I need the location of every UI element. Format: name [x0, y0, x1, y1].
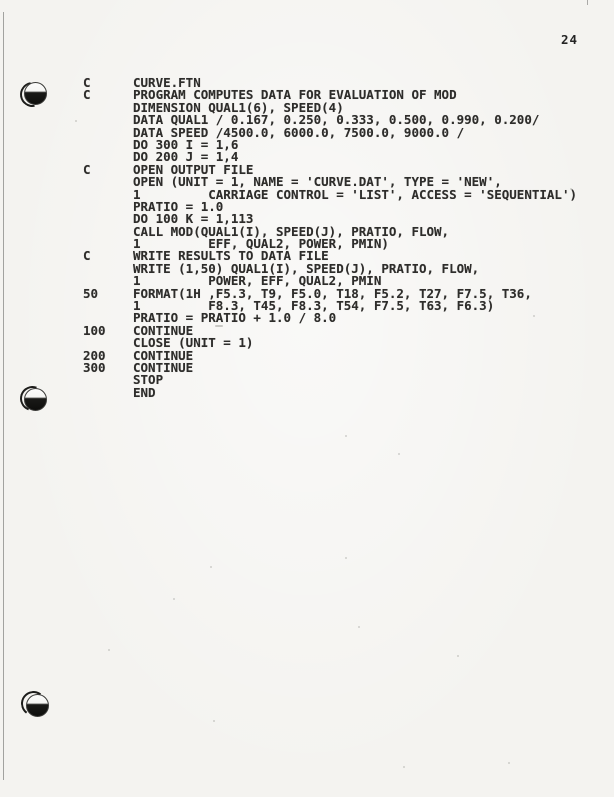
hole-punch-shadow — [24, 388, 47, 411]
scan-speck — [215, 325, 223, 327]
statement-text: STOP — [133, 372, 164, 388]
statement-text: CURVE.FTN — [133, 75, 201, 90]
scan-speck — [398, 453, 400, 455]
statement-text: PROGRAM COMPUTES DATA FOR EVALUATION OF MOD — [133, 87, 457, 103]
statement-text: CLOSE (UNIT = 1) — [133, 335, 254, 351]
statement-label: 100 — [83, 322, 106, 338]
scan-speck — [210, 566, 212, 568]
statement-text: DATA QUAL1 / 0.167, 0.250, 0.333, 0.500, 0.990, 0.200/ — [133, 112, 540, 128]
hole-punch-icon — [21, 386, 48, 413]
statement-text: PRATIO = 1.0 — [133, 198, 224, 214]
scan-speck — [75, 120, 77, 122]
statement-text: OPEN OUTPUT FILE — [133, 161, 254, 177]
scan-speck — [108, 649, 110, 651]
page-edge-line — [3, 12, 4, 780]
statement-text: DO 300 I = 1,6 — [133, 136, 239, 152]
code-listing — [83, 77, 577, 399]
statement-text: DATA SPEED /4500.0, 6000.0, 7500.0, 9000.0 / — [133, 124, 465, 140]
statement-label: 50 — [83, 285, 99, 301]
scan-speck — [533, 315, 535, 317]
statement-text: CALL MOD(QUAL1(I), SPEED(J), PRATIO, FLOW, — [133, 223, 450, 239]
statement-label: C — [83, 248, 91, 264]
hole-punch-shadow — [24, 82, 47, 105]
hole-punch-icon — [23, 692, 50, 719]
statement-text: WRITE RESULTS TO DATA FILE — [133, 248, 329, 264]
code-line — [83, 374, 577, 386]
code-line — [83, 384, 577, 400]
statement-text: DO 100 K = 1,113 — [133, 211, 254, 227]
statement-text: 1 POWER, EFF, QUAL2, PMIN — [133, 273, 382, 289]
hole-punch-icon — [21, 80, 48, 107]
statement-text: CONTINUE — [133, 359, 194, 375]
scan-speck — [403, 766, 405, 768]
statement-text: DIMENSION QUAL1(6), SPEED(4) — [133, 99, 344, 115]
statement-text: OPEN (UNIT = 1, NAME = 'CURVE.DAT', TYPE = 'NEW', — [133, 174, 502, 190]
scan-speck — [508, 762, 510, 764]
statement-text: DO 200 J = 1,4 — [133, 149, 239, 165]
statement-text: 1 F8.3, T45, F8.3, T54, F7.5, T63, F6.3) — [133, 298, 495, 314]
statement-text: CONTINUE — [133, 322, 194, 338]
statement-text: 1 CARRIAGE CONTROL = 'LIST', ACCESS = 'SEQUENTIAL') — [133, 186, 578, 202]
statement-text: 1 EFF, QUAL2, POWER, PMIN) — [133, 236, 389, 252]
scan-speck — [345, 435, 347, 437]
statement-text: CONTINUE — [133, 347, 194, 363]
page-number: 24 — [561, 32, 579, 47]
statement-label: C — [83, 161, 91, 177]
scan-speck — [213, 720, 215, 722]
scan-speck — [345, 557, 347, 559]
statement-label: C — [83, 75, 91, 90]
statement-text: END — [133, 384, 156, 400]
statement-label: C — [83, 87, 91, 103]
scan-speck — [173, 598, 175, 600]
hole-punch-shadow — [26, 694, 49, 717]
statement-text: FORMAT(1H ,F5.3, T9, F5.0, T18, F5.2, T27, F7.5, T36, — [133, 285, 532, 301]
scan-artifact-line — [587, 0, 588, 5]
statement-text: PRATIO = PRATIO + 1.0 / 8.0 — [133, 310, 337, 326]
scan-speck — [358, 626, 360, 628]
scan-speck — [570, 188, 572, 190]
statement-text: WRITE (1,50) QUAL1(I), SPEED(J), PRATIO, FLOW, — [133, 260, 480, 276]
statement-label: 200 — [83, 347, 106, 363]
statement-label: 300 — [83, 359, 106, 375]
scan-speck — [457, 655, 459, 657]
